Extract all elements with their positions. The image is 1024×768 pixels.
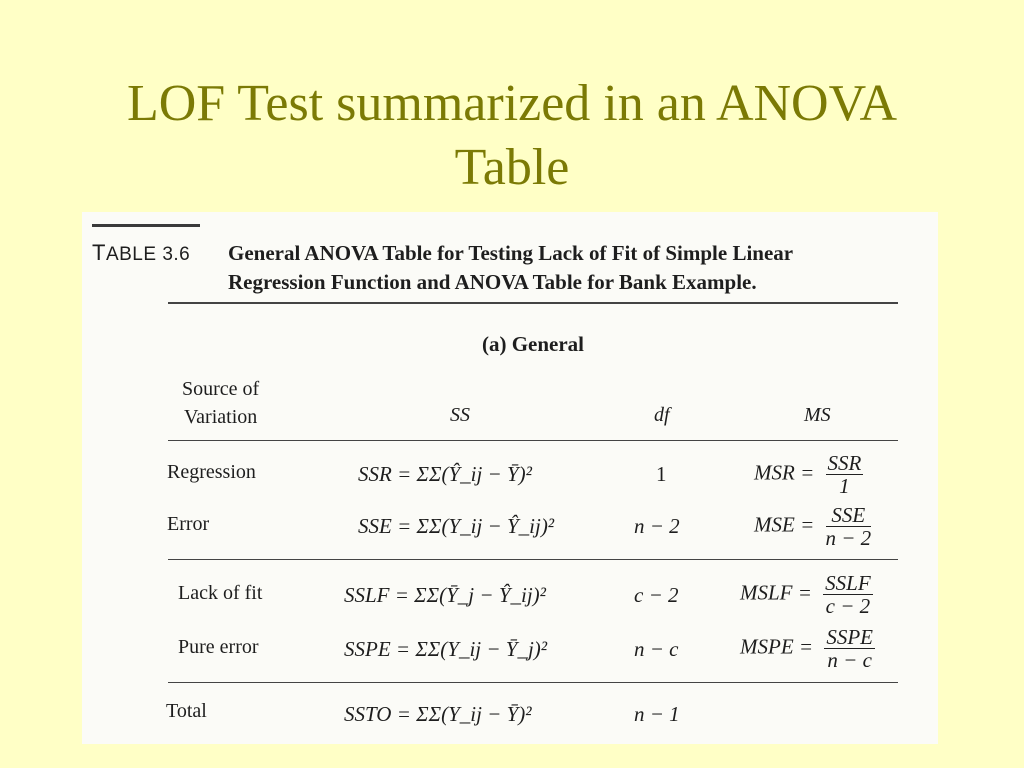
row-df-lack-of-fit: c − 2 <box>634 583 679 607</box>
table-label <box>92 240 190 266</box>
row-ss-pure-error: SSPE = ΣΣ(Y_ij − Ȳ_j)² <box>344 637 548 661</box>
row-source-regression: Regression <box>167 461 256 483</box>
row-df-total: n − 1 <box>634 702 680 726</box>
row-ms-lack-of-fit <box>740 572 873 617</box>
ms-numerator: SSR <box>827 451 862 475</box>
ms-fraction <box>826 504 872 549</box>
row-ms-pure-error <box>740 626 875 671</box>
header-ss: SS <box>450 404 470 426</box>
row-df-error: n − 2 <box>634 514 680 538</box>
ms-numerator: SSLF <box>825 571 871 595</box>
ms-prefix: MSLF = <box>740 580 812 605</box>
ms-prefix: MSR = <box>754 460 815 485</box>
slide-title-line2: Table <box>454 139 570 196</box>
header-source <box>182 375 259 431</box>
row-ss-lack-of-fit: SSLF = ΣΣ(Ȳ_j − Ŷ_ij)² <box>344 583 546 607</box>
header-ms: MS <box>804 404 831 426</box>
error-rule <box>168 559 898 560</box>
ms-prefix: MSPE = <box>740 634 814 659</box>
caption-line2: Regression Function and ANOVA Table for Bank Example. <box>228 270 757 294</box>
row-source-error: Error <box>167 513 210 535</box>
section-title: (a) General <box>481 332 585 356</box>
anova-table-scan <box>82 212 938 744</box>
row-ss-regression: SSR = ΣΣ(Ŷ_ij − Ȳ)² <box>358 462 532 486</box>
row-ms-error <box>754 504 871 549</box>
table-top-bar <box>92 224 200 227</box>
ms-fraction <box>826 452 864 497</box>
header-df: df <box>654 404 670 426</box>
row-df-pure-error: n − c <box>634 637 679 661</box>
caption-line1: General ANOVA Table for Testing Lack of Fit of Simple Linear <box>228 241 794 265</box>
ms-denominator: n − 2 <box>825 526 872 550</box>
ms-numerator: SSE <box>826 504 872 527</box>
row-ss-error: SSE = ΣΣ(Y_ij − Ŷ_ij)² <box>358 514 555 538</box>
row-source-lack-of-fit: Lack of fit <box>178 582 263 604</box>
table-label-rest: ABLE 3.6 <box>105 244 191 265</box>
row-source-total: Total <box>166 700 207 722</box>
caption-rule <box>168 302 898 304</box>
ms-denominator: c − 2 <box>825 594 871 618</box>
slide-title <box>0 72 1024 200</box>
ms-denominator: 1 <box>839 474 850 498</box>
header-source-line2: Variation <box>183 406 258 428</box>
table-label-prefix: T <box>92 240 106 265</box>
header-source-line1: Source of <box>182 378 260 400</box>
pure-error-rule <box>168 682 898 683</box>
ms-denominator: n − c <box>827 648 872 672</box>
row-ss-total: SSTO = ΣΣ(Y_ij − Ȳ)² <box>344 702 532 726</box>
table-caption <box>228 239 928 297</box>
row-df-regression: 1 <box>656 462 667 486</box>
ms-prefix: MSE = <box>754 512 815 537</box>
row-ms-regression <box>754 452 863 497</box>
header-rule <box>168 440 898 441</box>
ms-fraction <box>824 626 875 671</box>
slide-title-line1: LOF Test summarized in an ANOVA <box>126 75 898 132</box>
ms-fraction <box>823 572 873 617</box>
ms-numerator: SSPE <box>826 625 873 649</box>
row-source-pure-error: Pure error <box>178 636 259 658</box>
